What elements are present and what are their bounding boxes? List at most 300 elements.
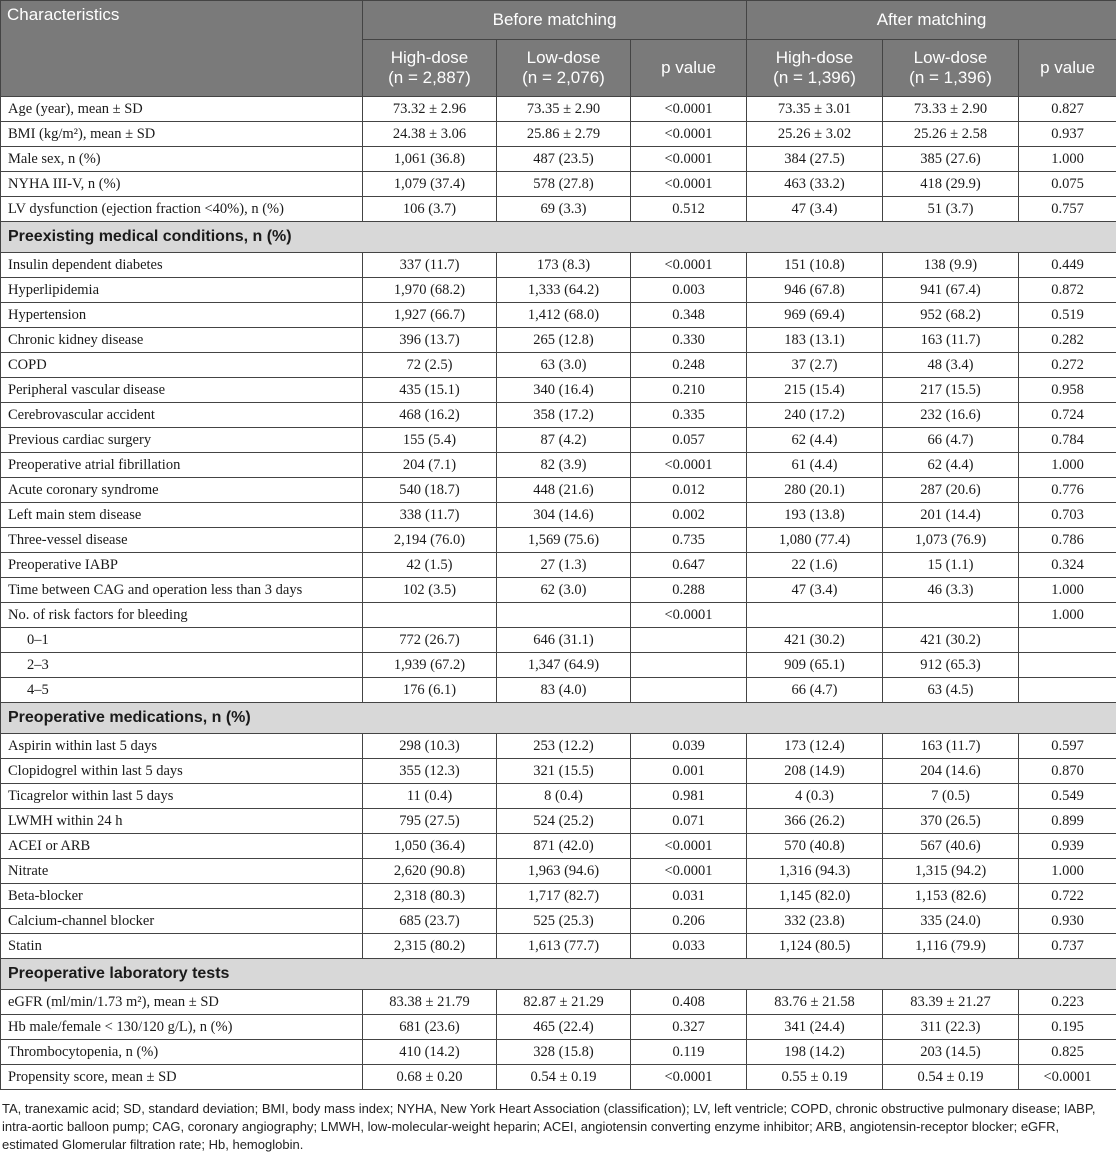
row-value: 540 (18.7): [363, 478, 497, 503]
row-value: 73.33 ± 2.90: [883, 97, 1019, 122]
row-value: 83 (4.0): [497, 678, 631, 703]
row-value: 385 (27.6): [883, 147, 1019, 172]
row-value: 328 (15.8): [497, 1040, 631, 1065]
row-value: 0.449: [1019, 253, 1116, 278]
row-value: 155 (5.4): [363, 428, 497, 453]
row-value: 0.071: [631, 809, 747, 834]
section-row: [1, 222, 1116, 253]
table-row: [1, 403, 1116, 428]
row-value: 0.119: [631, 1040, 747, 1065]
row-value: 265 (12.8): [497, 328, 631, 353]
table-row: [1, 253, 1116, 278]
table-row: [1, 172, 1116, 197]
row-value: [1019, 653, 1116, 678]
row-value: 0.597: [1019, 734, 1116, 759]
row-label: Cerebrovascular accident: [1, 403, 363, 428]
row-value: 73.35 ± 2.90: [497, 97, 631, 122]
row-value: 0.282: [1019, 328, 1116, 353]
row-value: 1,145 (82.0): [747, 884, 883, 909]
table-row: [1, 834, 1116, 859]
row-value: <0.0001: [1019, 1065, 1116, 1090]
table-row: [1, 378, 1116, 403]
row-value: 370 (26.5): [883, 809, 1019, 834]
row-value: 795 (27.5): [363, 809, 497, 834]
row-value: 82.87 ± 21.29: [497, 990, 631, 1015]
table-row: [1, 553, 1116, 578]
row-value: 69 (3.3): [497, 197, 631, 222]
row-value: 366 (26.2): [747, 809, 883, 834]
row-value: 355 (12.3): [363, 759, 497, 784]
row-value: 952 (68.2): [883, 303, 1019, 328]
row-label: 2–3: [1, 653, 363, 678]
header-characteristics: Characteristics: [1, 1, 363, 97]
row-value: 396 (13.7): [363, 328, 497, 353]
table-row: [1, 784, 1116, 809]
row-value: 66 (4.7): [883, 428, 1019, 453]
row-value: 421 (30.2): [883, 628, 1019, 653]
row-value: 27 (1.3): [497, 553, 631, 578]
row-value: 338 (11.7): [363, 503, 497, 528]
header-before-low-dose: Low-dose (n = 2,076): [497, 40, 631, 97]
row-value: 2,318 (80.3): [363, 884, 497, 909]
row-value: <0.0001: [631, 834, 747, 859]
row-value: 0.206: [631, 909, 747, 934]
section-heading: Preexisting medical conditions, n (%): [1, 222, 1116, 253]
row-value: 1,717 (82.7): [497, 884, 631, 909]
row-value: 332 (23.8): [747, 909, 883, 934]
row-value: 0.272: [1019, 353, 1116, 378]
row-label: Previous cardiac surgery: [1, 428, 363, 453]
row-value: 468 (16.2): [363, 403, 497, 428]
row-value: 46 (3.3): [883, 578, 1019, 603]
row-value: 465 (22.4): [497, 1015, 631, 1040]
section-heading: Preoperative medications, n (%): [1, 703, 1116, 734]
row-value: [631, 628, 747, 653]
row-value: 0.039: [631, 734, 747, 759]
row-value: 83.39 ± 21.27: [883, 990, 1019, 1015]
table-row: [1, 990, 1116, 1015]
row-label: Thrombocytopenia, n (%): [1, 1040, 363, 1065]
row-value: 1.000: [1019, 859, 1116, 884]
header-before-matching: Before matching: [363, 1, 747, 40]
row-value: [497, 603, 631, 628]
row-value: 646 (31.1): [497, 628, 631, 653]
row-value: 0.288: [631, 578, 747, 603]
row-value: 0.825: [1019, 1040, 1116, 1065]
row-value: 0.647: [631, 553, 747, 578]
row-value: 173 (12.4): [747, 734, 883, 759]
row-value: 909 (65.1): [747, 653, 883, 678]
table-row: [1, 122, 1116, 147]
row-value: 421 (30.2): [747, 628, 883, 653]
row-label: Ticagrelor within last 5 days: [1, 784, 363, 809]
row-value: 1,939 (67.2): [363, 653, 497, 678]
row-value: 2,315 (80.2): [363, 934, 497, 959]
row-value: 87 (4.2): [497, 428, 631, 453]
row-label: NYHA III-V, n (%): [1, 172, 363, 197]
row-value: 525 (25.3): [497, 909, 631, 934]
row-value: 0.223: [1019, 990, 1116, 1015]
row-value: 871 (42.0): [497, 834, 631, 859]
section-heading: Preoperative laboratory tests: [1, 959, 1116, 990]
row-value: 232 (16.6): [883, 403, 1019, 428]
row-value: 0.786: [1019, 528, 1116, 553]
row-value: 0.55 ± 0.19: [747, 1065, 883, 1090]
row-value: 66 (4.7): [747, 678, 883, 703]
row-value: [1019, 628, 1116, 653]
row-value: 681 (23.6): [363, 1015, 497, 1040]
header-after-low-dose: Low-dose (n = 1,396): [883, 40, 1019, 97]
row-value: 0.003: [631, 278, 747, 303]
row-label: Propensity score, mean ± SD: [1, 1065, 363, 1090]
row-value: 321 (15.5): [497, 759, 631, 784]
table-row: [1, 653, 1116, 678]
row-value: 0.075: [1019, 172, 1116, 197]
row-value: 1,050 (36.4): [363, 834, 497, 859]
row-value: 7 (0.5): [883, 784, 1019, 809]
row-value: 25.26 ± 3.02: [747, 122, 883, 147]
row-value: 524 (25.2): [497, 809, 631, 834]
table-row: [1, 1040, 1116, 1065]
row-value: 2,194 (76.0): [363, 528, 497, 553]
table-row: [1, 578, 1116, 603]
row-label: LV dysfunction (ejection fraction <40%), n (%): [1, 197, 363, 222]
row-value: 463 (33.2): [747, 172, 883, 197]
row-value: 0.519: [1019, 303, 1116, 328]
row-value: 73.35 ± 3.01: [747, 97, 883, 122]
row-value: [363, 603, 497, 628]
row-value: 1,080 (77.4): [747, 528, 883, 553]
row-label: Left main stem disease: [1, 503, 363, 528]
row-value: 1.000: [1019, 147, 1116, 172]
row-value: 418 (29.9): [883, 172, 1019, 197]
row-value: <0.0001: [631, 453, 747, 478]
row-value: [631, 678, 747, 703]
row-value: 969 (69.4): [747, 303, 883, 328]
row-value: 11 (0.4): [363, 784, 497, 809]
row-value: 1,061 (36.8): [363, 147, 497, 172]
row-value: 1,124 (80.5): [747, 934, 883, 959]
row-value: 0.776: [1019, 478, 1116, 503]
row-label: ACEI or ARB: [1, 834, 363, 859]
row-value: 1.000: [1019, 603, 1116, 628]
row-value: 0.012: [631, 478, 747, 503]
row-value: [883, 603, 1019, 628]
row-value: 0.703: [1019, 503, 1116, 528]
table-row: [1, 478, 1116, 503]
row-value: 183 (13.1): [747, 328, 883, 353]
row-value: 1,153 (82.6): [883, 884, 1019, 909]
row-value: 0.939: [1019, 834, 1116, 859]
row-label: Peripheral vascular disease: [1, 378, 363, 403]
row-value: 193 (13.8): [747, 503, 883, 528]
section-row: [1, 959, 1116, 990]
row-value: 62 (4.4): [747, 428, 883, 453]
row-value: 204 (14.6): [883, 759, 1019, 784]
row-value: 298 (10.3): [363, 734, 497, 759]
table-row: [1, 328, 1116, 353]
row-value: 0.735: [631, 528, 747, 553]
row-value: <0.0001: [631, 122, 747, 147]
row-value: 0.408: [631, 990, 747, 1015]
row-label: Hb male/female < 130/120 g/L), n (%): [1, 1015, 363, 1040]
row-value: 0.001: [631, 759, 747, 784]
row-value: 8 (0.4): [497, 784, 631, 809]
row-value: 341 (24.4): [747, 1015, 883, 1040]
row-value: 0.784: [1019, 428, 1116, 453]
row-label: Male sex, n (%): [1, 147, 363, 172]
row-value: [631, 653, 747, 678]
row-value: 1,970 (68.2): [363, 278, 497, 303]
table-row: [1, 353, 1116, 378]
row-value: 685 (23.7): [363, 909, 497, 934]
table-row: [1, 934, 1116, 959]
row-value: 0.872: [1019, 278, 1116, 303]
header-after-high-dose: High-dose (n = 1,396): [747, 40, 883, 97]
row-value: 0.210: [631, 378, 747, 403]
row-value: 0.737: [1019, 934, 1116, 959]
row-value: 0.248: [631, 353, 747, 378]
row-value: 24.38 ± 3.06: [363, 122, 497, 147]
table-row: [1, 759, 1116, 784]
row-value: 304 (14.6): [497, 503, 631, 528]
row-value: 0.981: [631, 784, 747, 809]
row-value: 410 (14.2): [363, 1040, 497, 1065]
row-value: 0.757: [1019, 197, 1116, 222]
row-value: 73.32 ± 2.96: [363, 97, 497, 122]
row-value: <0.0001: [631, 1065, 747, 1090]
table-row: [1, 678, 1116, 703]
row-value: [1019, 678, 1116, 703]
row-label: Clopidogrel within last 5 days: [1, 759, 363, 784]
row-value: 106 (3.7): [363, 197, 497, 222]
row-label: Chronic kidney disease: [1, 328, 363, 353]
row-value: 287 (20.6): [883, 478, 1019, 503]
row-value: 578 (27.8): [497, 172, 631, 197]
row-label: Time between CAG and operation less than 3 days: [1, 578, 363, 603]
row-value: 48 (3.4): [883, 353, 1019, 378]
row-value: 0.335: [631, 403, 747, 428]
header-before-p-value: p value: [631, 40, 747, 97]
row-value: 102 (3.5): [363, 578, 497, 603]
table-body: [1, 97, 1116, 1090]
row-label: Three-vessel disease: [1, 528, 363, 553]
row-value: 47 (3.4): [747, 578, 883, 603]
table-row: [1, 303, 1116, 328]
table-row: [1, 734, 1116, 759]
row-value: 208 (14.9): [747, 759, 883, 784]
row-value: 358 (17.2): [497, 403, 631, 428]
row-value: 1,347 (64.9): [497, 653, 631, 678]
header-before-high-dose: High-dose (n = 2,887): [363, 40, 497, 97]
row-value: 335 (24.0): [883, 909, 1019, 934]
row-value: 0.930: [1019, 909, 1116, 934]
row-value: 25.26 ± 2.58: [883, 122, 1019, 147]
table-row: [1, 503, 1116, 528]
row-value: 0.54 ± 0.19: [497, 1065, 631, 1090]
header-after-matching: After matching: [747, 1, 1116, 40]
table-row: [1, 603, 1116, 628]
row-value: 151 (10.8): [747, 253, 883, 278]
row-value: 0.031: [631, 884, 747, 909]
row-label: No. of risk factors for bleeding: [1, 603, 363, 628]
row-value: 163 (11.7): [883, 734, 1019, 759]
row-value: 198 (14.2): [747, 1040, 883, 1065]
row-label: Aspirin within last 5 days: [1, 734, 363, 759]
row-value: 0.324: [1019, 553, 1116, 578]
table-row: [1, 97, 1116, 122]
row-value: 240 (17.2): [747, 403, 883, 428]
row-value: 15 (1.1): [883, 553, 1019, 578]
row-label: Beta-blocker: [1, 884, 363, 909]
table-row: [1, 884, 1116, 909]
row-value: 1,569 (75.6): [497, 528, 631, 553]
row-value: 72 (2.5): [363, 353, 497, 378]
row-value: 62 (4.4): [883, 453, 1019, 478]
row-value: 51 (3.7): [883, 197, 1019, 222]
header-after-p-value: p value: [1019, 40, 1116, 97]
row-value: 384 (27.5): [747, 147, 883, 172]
row-label: Nitrate: [1, 859, 363, 884]
row-value: 22 (1.6): [747, 553, 883, 578]
row-value: 567 (40.6): [883, 834, 1019, 859]
row-value: 0.724: [1019, 403, 1116, 428]
row-value: 83.38 ± 21.79: [363, 990, 497, 1015]
row-value: 62 (3.0): [497, 578, 631, 603]
row-value: 2,620 (90.8): [363, 859, 497, 884]
row-label: Statin: [1, 934, 363, 959]
row-value: 63 (4.5): [883, 678, 1019, 703]
row-value: 0.722: [1019, 884, 1116, 909]
row-value: <0.0001: [631, 603, 747, 628]
row-label: Preoperative IABP: [1, 553, 363, 578]
row-label: Insulin dependent diabetes: [1, 253, 363, 278]
table-row: [1, 1065, 1116, 1090]
row-value: 570 (40.8): [747, 834, 883, 859]
row-value: 82 (3.9): [497, 453, 631, 478]
row-value: 215 (15.4): [747, 378, 883, 403]
row-value: 337 (11.7): [363, 253, 497, 278]
row-value: 163 (11.7): [883, 328, 1019, 353]
row-value: 176 (6.1): [363, 678, 497, 703]
table-row: [1, 453, 1116, 478]
row-label: Calcium-channel blocker: [1, 909, 363, 934]
table-row: [1, 428, 1116, 453]
row-value: 0.68 ± 0.20: [363, 1065, 497, 1090]
row-value: 138 (9.9): [883, 253, 1019, 278]
row-value: 340 (16.4): [497, 378, 631, 403]
row-value: 1,333 (64.2): [497, 278, 631, 303]
row-value: 1,316 (94.3): [747, 859, 883, 884]
row-label: 0–1: [1, 628, 363, 653]
row-value: 204 (7.1): [363, 453, 497, 478]
row-label: Age (year), mean ± SD: [1, 97, 363, 122]
row-label: eGFR (ml/min/1.73 m²), mean ± SD: [1, 990, 363, 1015]
row-label: 4–5: [1, 678, 363, 703]
row-value: 25.86 ± 2.79: [497, 122, 631, 147]
row-value: 0.549: [1019, 784, 1116, 809]
row-value: 912 (65.3): [883, 653, 1019, 678]
row-value: 63 (3.0): [497, 353, 631, 378]
row-label: Hypertension: [1, 303, 363, 328]
row-label: Acute coronary syndrome: [1, 478, 363, 503]
row-value: <0.0001: [631, 172, 747, 197]
row-value: 487 (23.5): [497, 147, 631, 172]
row-label: Preoperative atrial fibrillation: [1, 453, 363, 478]
row-value: <0.0001: [631, 859, 747, 884]
row-value: 1.000: [1019, 578, 1116, 603]
row-value: 772 (26.7): [363, 628, 497, 653]
table-row: [1, 528, 1116, 553]
row-value: <0.0001: [631, 147, 747, 172]
row-value: 1,927 (66.7): [363, 303, 497, 328]
row-value: 941 (67.4): [883, 278, 1019, 303]
section-row: [1, 703, 1116, 734]
row-value: 42 (1.5): [363, 553, 497, 578]
row-value: 61 (4.4): [747, 453, 883, 478]
row-value: 201 (14.4): [883, 503, 1019, 528]
table-row: [1, 909, 1116, 934]
row-value: 1,116 (79.9): [883, 934, 1019, 959]
row-label: Hyperlipidemia: [1, 278, 363, 303]
table-row: [1, 278, 1116, 303]
row-value: 0.057: [631, 428, 747, 453]
table-row: [1, 1015, 1116, 1040]
row-value: 0.330: [631, 328, 747, 353]
row-value: 0.195: [1019, 1015, 1116, 1040]
row-value: 1,613 (77.7): [497, 934, 631, 959]
table-row: [1, 628, 1116, 653]
row-value: [747, 603, 883, 628]
row-value: 0.827: [1019, 97, 1116, 122]
row-value: 0.327: [631, 1015, 747, 1040]
row-value: 0.958: [1019, 378, 1116, 403]
row-value: 946 (67.8): [747, 278, 883, 303]
table-row: [1, 809, 1116, 834]
row-value: 47 (3.4): [747, 197, 883, 222]
row-value: 83.76 ± 21.58: [747, 990, 883, 1015]
row-value: 280 (20.1): [747, 478, 883, 503]
row-value: 0.002: [631, 503, 747, 528]
table-footnote: TA, tranexamic acid; SD, standard deviation; BMI, body mass index; NYHA, New York Heart Association (classification); LV, left ventricle; COPD, chronic obstructive pulmonary disease; IABP, intra-aortic balloon pump; CAG, coronary angiography; LMWH, low-molecular-weight heparin; ACEI, angiotensin converting enzyme inhibitor; ARB, angiotensin-receptor blocker; eGFR, estimated Glomerular filtration rate; Hb, hemoglobin.: [2, 1101, 1096, 1152]
row-value: 0.937: [1019, 122, 1116, 147]
row-value: 448 (21.6): [497, 478, 631, 503]
row-value: <0.0001: [631, 253, 747, 278]
row-label: BMI (kg/m²), mean ± SD: [1, 122, 363, 147]
row-value: 0.348: [631, 303, 747, 328]
row-value: 1,412 (68.0): [497, 303, 631, 328]
row-value: 1.000: [1019, 453, 1116, 478]
row-value: 203 (14.5): [883, 1040, 1019, 1065]
row-value: 37 (2.7): [747, 353, 883, 378]
row-value: 173 (8.3): [497, 253, 631, 278]
row-value: 1,315 (94.2): [883, 859, 1019, 884]
row-label: LWMH within 24 h: [1, 809, 363, 834]
row-value: 0.870: [1019, 759, 1116, 784]
row-label: COPD: [1, 353, 363, 378]
table-row: [1, 147, 1116, 172]
row-value: 217 (15.5): [883, 378, 1019, 403]
row-value: <0.0001: [631, 97, 747, 122]
row-value: 1,073 (76.9): [883, 528, 1019, 553]
row-value: 0.512: [631, 197, 747, 222]
table-row: [1, 859, 1116, 884]
row-value: 253 (12.2): [497, 734, 631, 759]
row-value: 435 (15.1): [363, 378, 497, 403]
table-row: [1, 197, 1116, 222]
row-value: 0.899: [1019, 809, 1116, 834]
row-value: 311 (22.3): [883, 1015, 1019, 1040]
